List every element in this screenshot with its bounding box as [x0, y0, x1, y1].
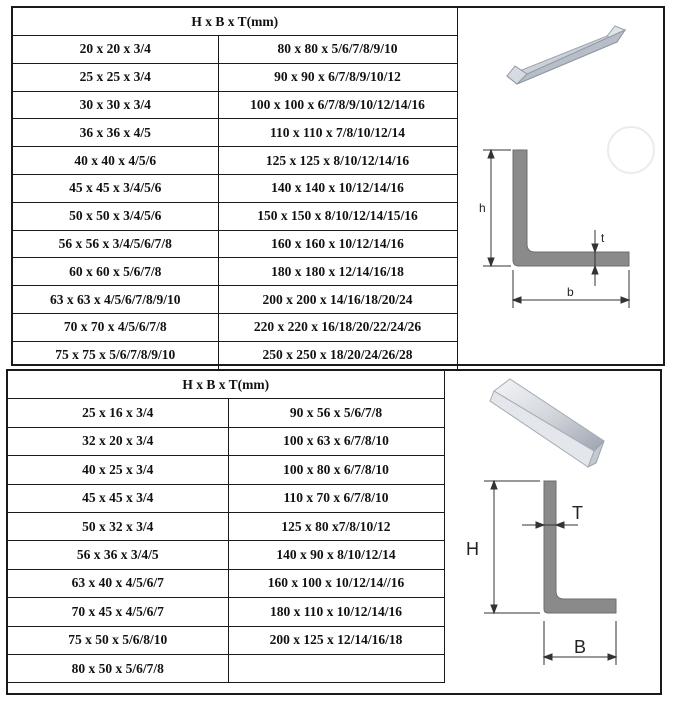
- table-cell: 80 x 50 x 5/6/7/8: [8, 654, 228, 682]
- equal-angle-size-table: [13, 8, 458, 370]
- table-cell: 45 x 45 x 3/4/5/6: [13, 174, 218, 202]
- width-label: B: [574, 637, 587, 657]
- unequal-angle-size-table: [8, 371, 445, 683]
- table-cell: 56 x 36 x 3/4/5: [8, 541, 228, 569]
- angle-bar-3d-image: [490, 379, 604, 467]
- table-cell: 160 x 100 x 10/12/14//16: [228, 569, 444, 597]
- table-row: [13, 63, 457, 91]
- table-cell: 125 x 125 x 8/10/12/14/16: [218, 147, 457, 175]
- table-row: [13, 230, 457, 258]
- table-cell: 80 x 80 x 5/6/7/8/9/10: [218, 36, 457, 64]
- table-row: [8, 456, 444, 484]
- table-cell: 180 x 110 x 10/12/14/16: [228, 598, 444, 626]
- table-row: [8, 541, 444, 569]
- table-cell: 32 x 20 x 3/4: [8, 427, 228, 455]
- table-cell: 63 x 40 x 4/5/6/7: [8, 569, 228, 597]
- equal-angle-drawing: [457, 8, 663, 364]
- table-row: [13, 286, 457, 314]
- table-cell: 110 x 70 x 6/7/8/10: [228, 484, 444, 512]
- table-cell: 25 x 25 x 3/4: [13, 63, 218, 91]
- table-row: [13, 202, 457, 230]
- table-row: [8, 427, 444, 455]
- height-dimension: [484, 481, 540, 613]
- height-label: h: [479, 201, 486, 215]
- table-row: [13, 258, 457, 286]
- table-cell: 140 x 90 x 8/10/12/14: [228, 541, 444, 569]
- thickness-label: t: [601, 231, 605, 245]
- table-row: [13, 313, 457, 341]
- table-cell: 75 x 75 x 5/6/7/8/9/10: [13, 341, 218, 369]
- table-row: [13, 147, 457, 175]
- table-cell: 30 x 30 x 3/4: [13, 91, 218, 119]
- equal-angle-spec-block: [11, 6, 665, 366]
- next-arrow-watermark-icon: [607, 126, 655, 174]
- table-cell: 200 x 200 x 14/16/18/20/24: [218, 286, 457, 314]
- table-cell: 100 x 80 x 6/7/8/10: [228, 456, 444, 484]
- table-row: [13, 341, 457, 369]
- width-label: b: [567, 285, 574, 299]
- angle-bar-3d-image: [507, 26, 625, 84]
- table-cell: 36 x 36 x 4/5: [13, 119, 218, 147]
- table-row: [13, 36, 457, 64]
- angle-profile-shape: [513, 150, 629, 266]
- table-row: [13, 91, 457, 119]
- table-cell: 63 x 63 x 4/5/6/7/8/9/10: [13, 286, 218, 314]
- table-cell: 56 x 56 x 3/4/5/6/7/8: [13, 230, 218, 258]
- angle-profile-shape: [544, 481, 616, 613]
- table-cell: 160 x 160 x 10/12/14/16: [218, 230, 457, 258]
- table-row: [8, 626, 444, 654]
- table-cell: 70 x 70 x 4/5/6/7/8: [13, 313, 218, 341]
- table-cell: 220 x 220 x 16/18/20/22/24/26: [218, 313, 457, 341]
- table-cell: 45 x 45 x 3/4: [8, 484, 228, 512]
- thickness-label: T: [572, 503, 583, 523]
- table-cell: 125 x 80 x7/8/10/12: [228, 512, 444, 540]
- table-row: [8, 512, 444, 540]
- table-cell: 100 x 63 x 6/7/8/10: [228, 427, 444, 455]
- table-cell: 250 x 250 x 18/20/24/26/28: [218, 341, 457, 369]
- table-cell: 180 x 180 x 12/14/16/18: [218, 258, 457, 286]
- table-cell: 40 x 25 x 3/4: [8, 456, 228, 484]
- table-header: H x B x T(mm): [8, 371, 444, 399]
- height-label: H: [466, 539, 479, 559]
- table-header: H x B x T(mm): [13, 8, 457, 36]
- height-dimension: [483, 150, 511, 266]
- table-cell: 140 x 140 x 10/12/14/16: [218, 174, 457, 202]
- unequal-angle-illustration: [444, 371, 660, 693]
- unequal-angle-drawing: [444, 371, 660, 693]
- table-cell: 150 x 150 x 8/10/12/14/15/16: [218, 202, 457, 230]
- table-row: [8, 484, 444, 512]
- table-row: [13, 119, 457, 147]
- table-cell: 50 x 32 x 3/4: [8, 512, 228, 540]
- table-row: [8, 569, 444, 597]
- table-cell: 90 x 90 x 6/7/8/9/10/12: [218, 63, 457, 91]
- table-cell: 60 x 60 x 5/6/7/8: [13, 258, 218, 286]
- table-row: [13, 174, 457, 202]
- table-cell: 110 x 110 x 7/8/10/12/14: [218, 119, 457, 147]
- table-cell: 25 x 16 x 3/4: [8, 399, 228, 427]
- table-cell: 40 x 40 x 4/5/6: [13, 147, 218, 175]
- unequal-angle-spec-block: [6, 369, 662, 695]
- table-cell: 70 x 45 x 4/5/6/7: [8, 598, 228, 626]
- equal-angle-illustration: [457, 8, 663, 364]
- table-cell: 20 x 20 x 3/4: [13, 36, 218, 64]
- table-row: [8, 598, 444, 626]
- table-cell: 90 x 56 x 5/6/7/8: [228, 399, 444, 427]
- table-cell: [228, 654, 444, 682]
- table-cell: 100 x 100 x 6/7/8/9/10/12/14/16: [218, 91, 457, 119]
- table-cell: 200 x 125 x 12/14/16/18: [228, 626, 444, 654]
- table-cell: 75 x 50 x 5/6/8/10: [8, 626, 228, 654]
- table-row: [8, 399, 444, 427]
- table-cell: 50 x 50 x 3/4/5/6: [13, 202, 218, 230]
- table-row: [8, 654, 444, 682]
